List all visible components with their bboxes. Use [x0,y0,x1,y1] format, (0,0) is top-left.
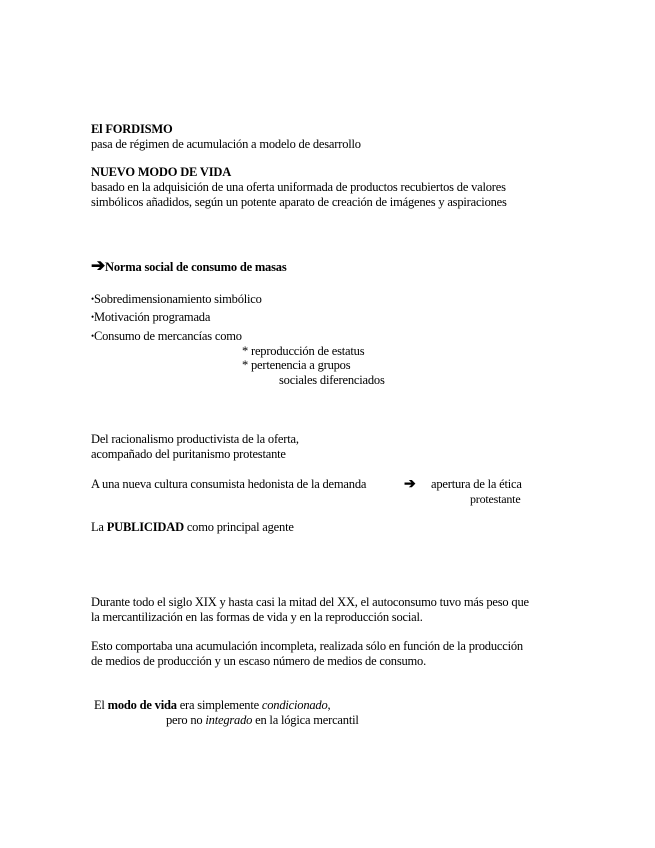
modo-vida-bold: modo de vida [107,698,177,712]
sub-item-grupos-cont: sociales diferenciados [279,373,385,387]
modo-vida-line1 [94,698,330,713]
bullet-text: Sobredimensionamiento simbólico [93,292,262,306]
modo-vida-end1: , [327,698,331,712]
sub-item-grupos: * pertenencia a grupos [242,358,351,372]
list-item [91,329,242,344]
norma-heading-line [91,258,287,275]
nuevo-modo-line2: simbólicos añadidos, según un potente aparato de creación de imágenes y aspiraciones [91,195,507,209]
sub-item-estatus: * reproducción de estatus [242,344,365,358]
norma-heading: Norma social de consumo de masas [105,260,287,274]
bullet-text: Motivación programada [93,310,211,324]
modo-vida-line2 [166,713,359,728]
etica-line2: protestante [470,492,521,506]
publicidad-line [91,520,294,535]
modo-vida-pre2: pero no [166,713,206,727]
fordismo-title: El FORDISMO [91,122,173,136]
bullet-text: Consumo de mercancías como [93,329,242,343]
modo-vida-mid: era simplemente [176,698,262,712]
arrow-right-glyph: ➔ [404,477,416,492]
racionalismo-line2: acompañado del puritanismo protestante [91,447,286,461]
bullet-icon: • [91,331,94,341]
modo-vida-pre: El [94,698,108,712]
list-item [91,310,210,325]
siglo-line2: la mercantilización en las formas de vida y en la reproducción social. [91,610,423,624]
publicidad-pre: La [91,520,107,534]
publicidad-bold: PUBLICIDAD [106,520,184,534]
racionalismo-line1: Del racionalismo productivista de la oferta, [91,432,299,446]
arrow-right-icon [404,477,416,492]
nuevo-modo-title: NUEVO MODO DE VIDA [91,165,232,179]
nuevo-modo-line1: basado en la adquisición de una oferta uniformada de productos recubiertos de valores [91,180,506,194]
modo-vida-italic2: integrado [205,713,253,727]
fordismo-subtitle: pasa de régimen de acumulación a modelo de desarrollo [91,137,361,151]
nueva-cultura-text: A una nueva cultura consumista hedonista de la demanda [91,477,367,491]
siglo-line1: Durante todo el siglo XIX y hasta casi la mitad del XX, el autoconsumo tuvo más peso que [91,595,529,609]
bullet-icon: • [91,312,94,322]
bullet-icon: • [91,294,94,304]
acumulacion-line1: Esto comportaba una acumulación incompleta, realizada sólo en función de la producción [91,639,523,653]
etica-line1: apertura de la ética [431,477,522,491]
modo-vida-italic1: condicionado [261,698,328,712]
acumulacion-line2: de medios de producción y un escaso número de medios de consumo. [91,654,427,668]
arrow-right-icon: ➔ [91,256,106,275]
publicidad-post: como principal agente [183,520,294,534]
modo-vida-end2: en la lógica mercantil [252,713,359,727]
list-item [91,292,262,307]
